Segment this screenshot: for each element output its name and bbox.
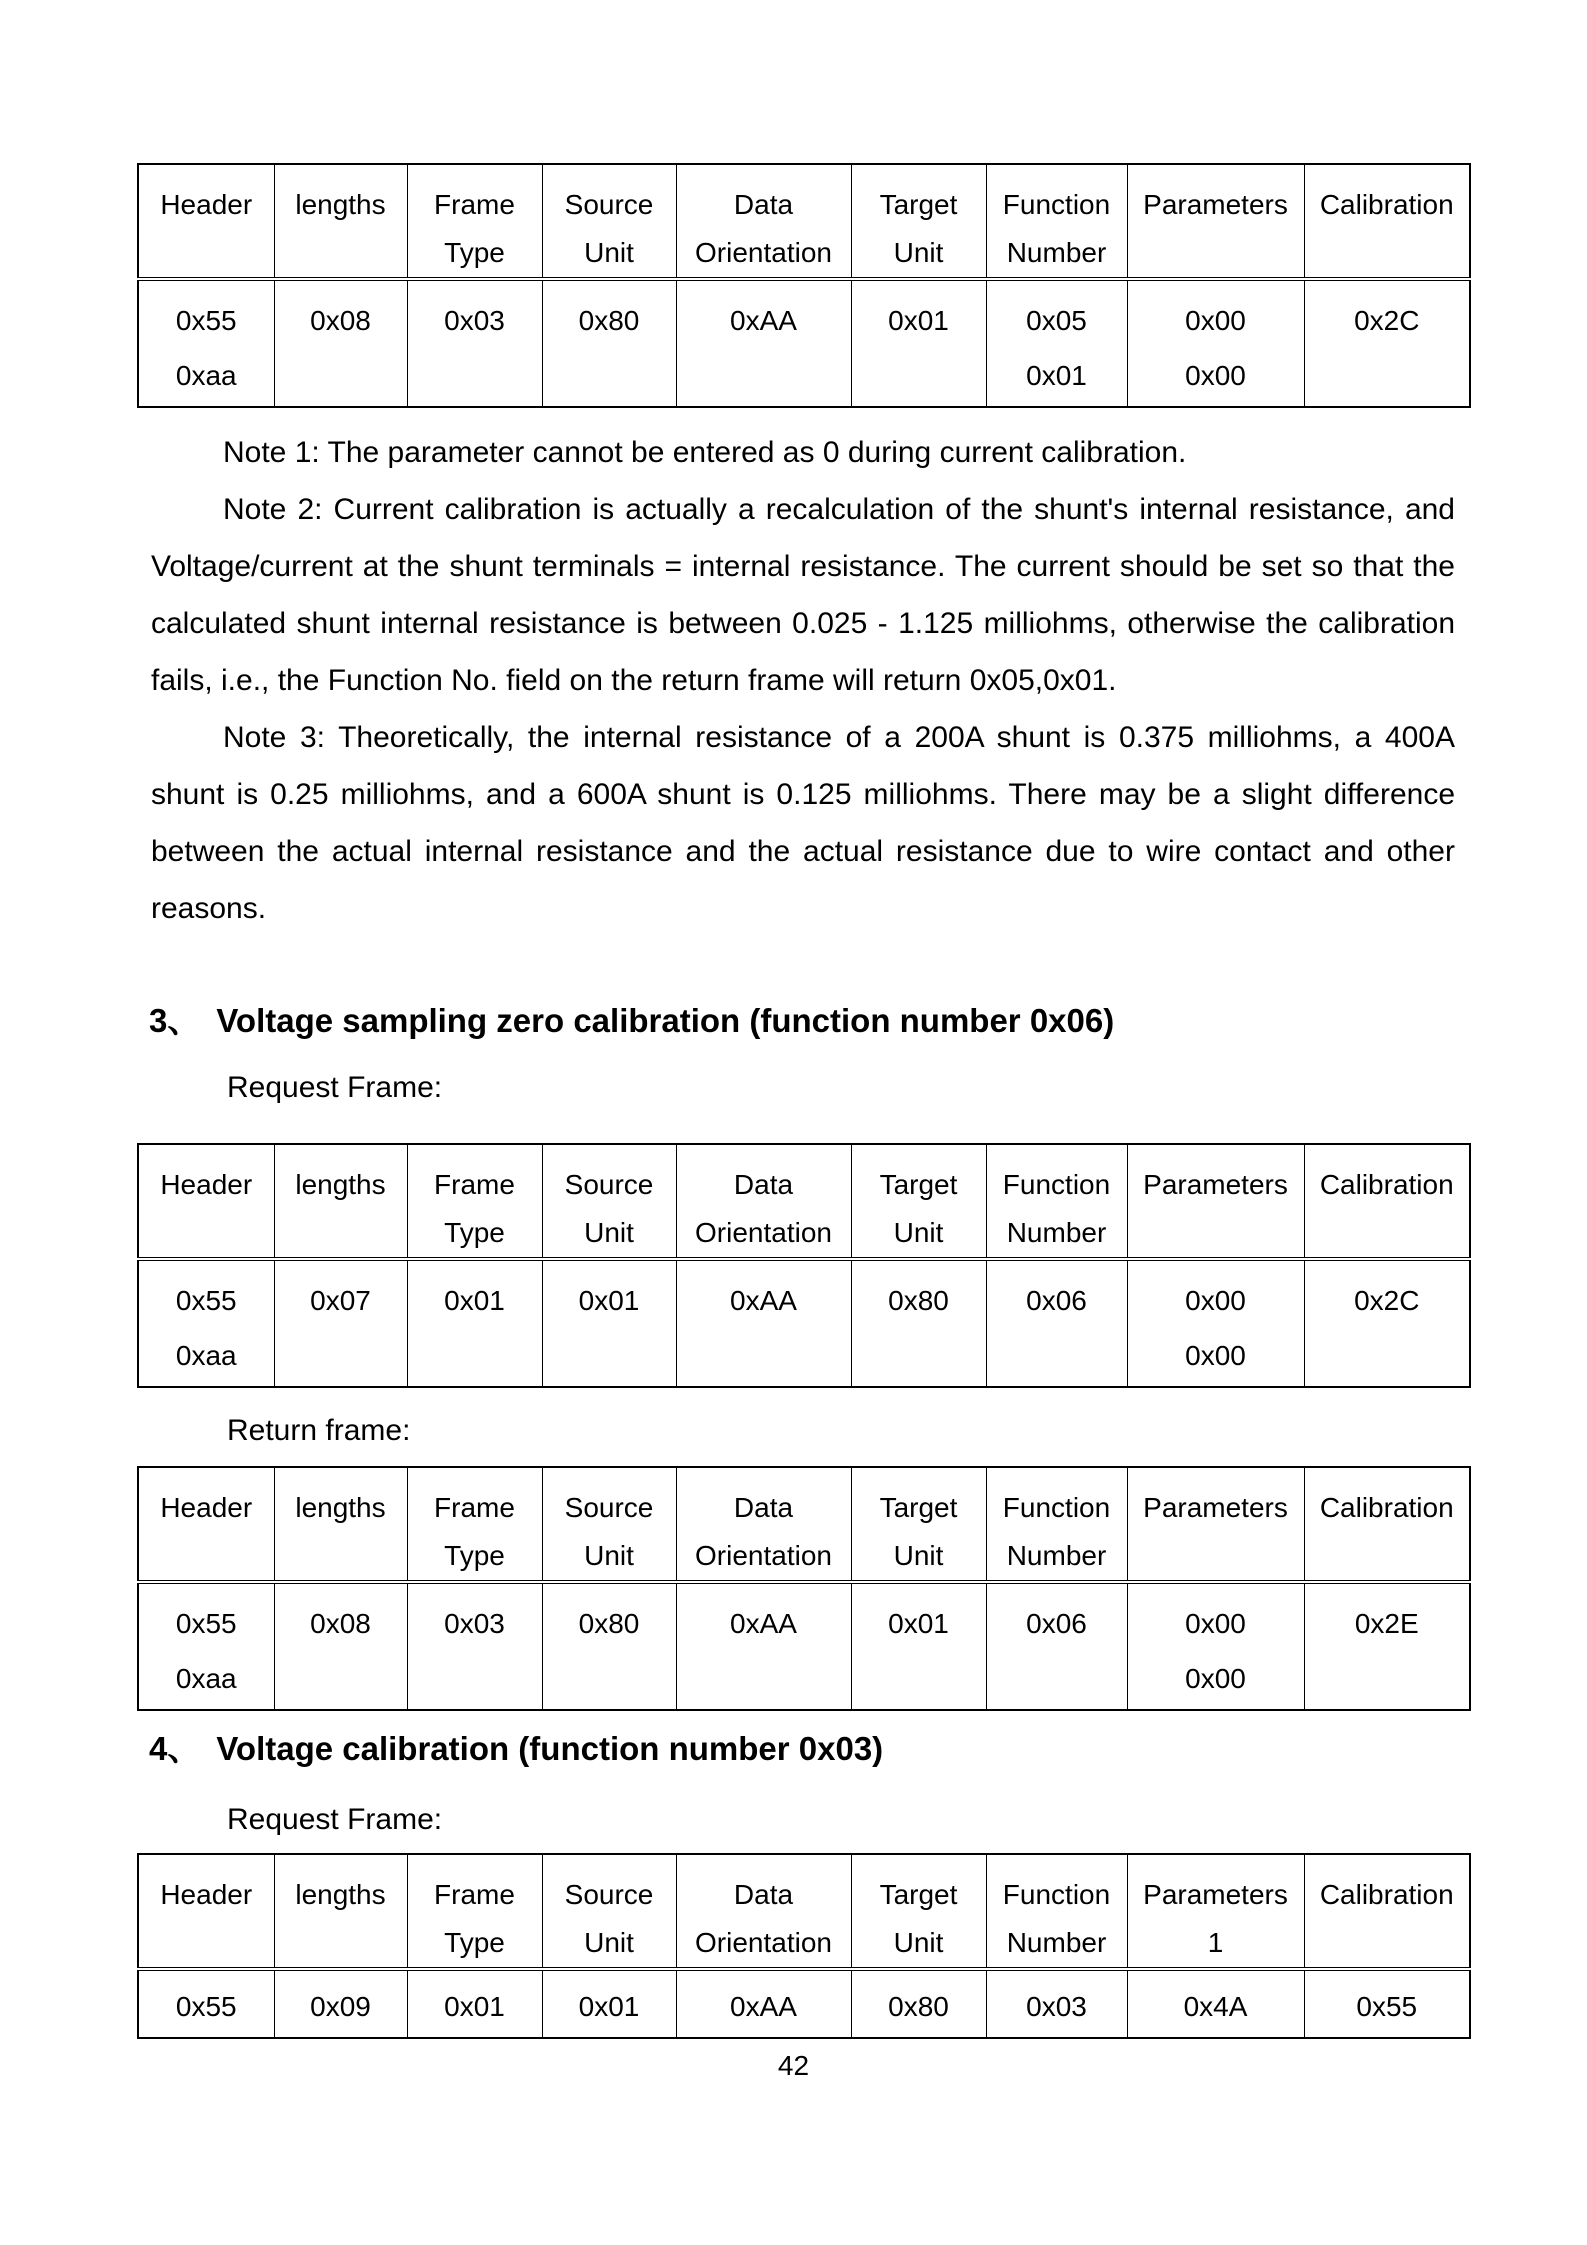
header-cell-header — [138, 1467, 274, 1582]
cell-line: Type — [444, 1540, 505, 1571]
header-cell-source-unit — [542, 1854, 676, 1969]
cell-line: 0x03 — [444, 1608, 505, 1639]
cell-line: 0x55 — [175, 1608, 237, 1639]
cell-header — [138, 1969, 274, 2038]
cell-line: 0x01 — [444, 1285, 505, 1316]
cell-line: Unit — [584, 1927, 634, 1958]
cell-line: 0x2E — [1354, 1608, 1419, 1639]
note-2-paragraph: Note 2: Current calibration is actually a recalculation of the shunt's internal resistance, and Voltage/current at the shunt terminals = internal resistance. The current should be set so that the calculated shunt internal resistance is between 0.025 - 1.125 milliohms, otherwise the calibration fails, i.e., the Function No. field on the return frame will return 0x05,0x01. — [151, 493, 1455, 697]
cell-line: Frame — [434, 1169, 515, 1200]
header-cell-function-number — [986, 1467, 1127, 1582]
current-calibration-return-frame-table — [137, 163, 1471, 408]
cell-line: 0x03 — [444, 305, 505, 336]
header-cell-lengths — [274, 164, 407, 279]
header-cell-parameters — [1127, 1467, 1304, 1582]
cell-calibration — [1304, 279, 1470, 407]
cell-line: 0x08 — [310, 305, 371, 336]
cell-line: Number — [1006, 1927, 1107, 1958]
cell-line: 0x4A — [1183, 1991, 1248, 2022]
header-cell-lengths — [274, 1144, 407, 1259]
cell-frame-type — [407, 1259, 542, 1387]
cell-line: Header — [160, 1169, 253, 1200]
table-header-row — [138, 1144, 1470, 1259]
cell-data-orientation — [676, 1969, 851, 2038]
header-cell-source-unit — [542, 1144, 676, 1259]
header-cell-calibration — [1304, 1854, 1470, 1969]
cell-line: Calibration — [1319, 1492, 1454, 1523]
cell-frame-type — [407, 1969, 542, 2038]
cell-line: Number — [1006, 1217, 1107, 1248]
cell-source-unit — [542, 1582, 676, 1710]
cell-line: Target — [879, 1169, 958, 1200]
cell-line: 0xaa — [175, 360, 237, 391]
header-cell-parameters — [1127, 164, 1304, 279]
header-cell-parameters-1 — [1127, 1854, 1304, 1969]
cell-line: 0xAA — [730, 1608, 797, 1639]
cell-line: 0x09 — [310, 1991, 371, 2022]
table-data-row — [138, 279, 1470, 407]
cell-line: 0xAA — [730, 1285, 797, 1316]
cell-line: 0x55 — [175, 305, 237, 336]
cell-lengths — [274, 1259, 407, 1387]
cell-frame-type — [407, 1582, 542, 1710]
cell-line: Source — [564, 1169, 654, 1200]
cell-source-unit — [542, 279, 676, 407]
header-cell-source-unit — [542, 164, 676, 279]
cell-line: Parameters — [1143, 1169, 1288, 1200]
voltage-calibration-request-frame-table — [137, 1853, 1471, 2039]
cell-line: Unit — [584, 1540, 634, 1571]
cell-line: Frame — [434, 189, 515, 220]
cell-line: Orientation — [695, 1927, 832, 1958]
cell-line: 0x01 — [1026, 360, 1087, 391]
cell-line: 0x55 — [175, 1285, 237, 1316]
header-cell-lengths — [274, 1467, 407, 1582]
header-cell-frame-type — [407, 1467, 542, 1582]
section-4-title: Voltage calibration (function number 0x03) — [216, 1730, 884, 1767]
table-header-row — [138, 1854, 1470, 1969]
header-cell-lengths — [274, 1854, 407, 1969]
request-frame-label: Request Frame: — [227, 1071, 443, 1104]
cell-data-orientation — [676, 1582, 851, 1710]
note-3-paragraph: Note 3: Theoretically, the internal resistance of a 200A shunt is 0.375 milliohms, a 400A shunt is 0.25 milliohms, and a 600A shunt is 0.125 milliohms. There may be a slight difference between the actual internal resistance and the actual resistance due to wire contact and other reasons. — [151, 721, 1455, 925]
table-data-row — [138, 1969, 1470, 2038]
header-cell-calibration — [1304, 1144, 1470, 1259]
cell-line: 0x07 — [310, 1285, 371, 1316]
cell-parameters — [1127, 1969, 1304, 2038]
cell-line: 0x01 — [578, 1285, 640, 1316]
cell-line: Target — [879, 189, 958, 220]
cell-line: Unit — [893, 237, 944, 268]
cell-line: Type — [444, 1927, 505, 1958]
header-cell-header — [138, 1854, 274, 1969]
cell-line: Function — [1002, 1879, 1111, 1910]
cell-target-unit — [851, 1969, 986, 2038]
page-number: 42 — [777, 2050, 810, 2081]
section-4-number: 4、 — [149, 1730, 201, 1767]
cell-line: 0x80 — [888, 1285, 949, 1316]
header-cell-frame-type — [407, 1854, 542, 1969]
cell-line: Data — [733, 1169, 794, 1200]
cell-line: 0x01 — [888, 1608, 949, 1639]
cell-function-number — [986, 1969, 1127, 2038]
cell-line: Target — [879, 1492, 958, 1523]
cell-calibration — [1304, 1259, 1470, 1387]
cell-line: Unit — [893, 1540, 944, 1571]
cell-line: Parameters — [1143, 1492, 1288, 1523]
cell-line: 0x2C — [1354, 305, 1420, 336]
cell-line: Parameters — [1143, 1879, 1288, 1910]
cell-source-unit — [542, 1969, 676, 2038]
cell-line: 0xaa — [175, 1340, 237, 1371]
cell-line: Number — [1006, 1540, 1107, 1571]
note-1-paragraph: Note 1: The parameter cannot be entered as 0 during current calibration. — [223, 436, 1187, 469]
header-cell-function-number — [986, 1144, 1127, 1259]
header-cell-data-orientation — [676, 164, 851, 279]
header-cell-source-unit — [542, 1467, 676, 1582]
cell-line: Type — [444, 237, 505, 268]
page-footer — [0, 2049, 1587, 2083]
header-cell-parameters — [1127, 1144, 1304, 1259]
cell-header — [138, 279, 274, 407]
cell-line: 0x03 — [1026, 1991, 1087, 2022]
cell-line: Number — [1006, 237, 1107, 268]
cell-line: Unit — [893, 1927, 944, 1958]
cell-line: 0x2C — [1354, 1285, 1420, 1316]
cell-line: Data — [733, 189, 794, 220]
table-header-row — [138, 164, 1470, 279]
section-4-heading — [137, 1727, 1469, 1771]
header-cell-function-number — [986, 1854, 1127, 1969]
cell-line: 0x00 — [1185, 360, 1246, 391]
table-data-row — [138, 1582, 1470, 1710]
cell-line: Frame — [434, 1492, 515, 1523]
table-header-row — [138, 1467, 1470, 1582]
header-cell-data-orientation — [676, 1144, 851, 1259]
cell-line: Source — [564, 189, 654, 220]
cell-line: Data — [733, 1879, 794, 1910]
voltage-zero-return-frame-table — [137, 1466, 1471, 1711]
cell-line: Unit — [584, 1217, 634, 1248]
cell-line: lengths — [295, 1879, 386, 1910]
cell-source-unit — [542, 1259, 676, 1387]
cell-line: Target — [879, 1879, 958, 1910]
section-3-number: 3、 — [149, 1002, 201, 1039]
page-content — [137, 0, 1469, 2039]
cell-line: Calibration — [1319, 1169, 1454, 1200]
cell-line: Source — [564, 1492, 654, 1523]
cell-line: 0x01 — [578, 1991, 640, 2022]
cell-line: 0x00 — [1185, 305, 1246, 336]
cell-line: 0x01 — [888, 305, 949, 336]
cell-line: 0x06 — [1026, 1285, 1087, 1316]
table-data-row — [138, 1259, 1470, 1387]
cell-line: Function — [1002, 1492, 1111, 1523]
cell-target-unit — [851, 1582, 986, 1710]
cell-target-unit — [851, 1259, 986, 1387]
header-cell-data-orientation — [676, 1854, 851, 1969]
cell-line: Header — [160, 189, 253, 220]
header-cell-data-orientation — [676, 1467, 851, 1582]
cell-calibration — [1304, 1582, 1470, 1710]
cell-line: Unit — [584, 237, 634, 268]
cell-frame-type — [407, 279, 542, 407]
section-3-title: Voltage sampling zero calibration (function number 0x06) — [216, 1002, 1115, 1039]
return-frame-label: Return frame: — [227, 1414, 411, 1447]
cell-line: 0x00 — [1185, 1340, 1246, 1371]
cell-line: Function — [1002, 189, 1111, 220]
cell-function-number — [986, 1259, 1127, 1387]
header-cell-header — [138, 1144, 274, 1259]
cell-line: Header — [160, 1492, 253, 1523]
cell-line: 0x80 — [578, 1608, 640, 1639]
cell-line: 0x00 — [1185, 1663, 1246, 1694]
cell-line: Parameters — [1143, 189, 1288, 220]
cell-header — [138, 1582, 274, 1710]
voltage-zero-request-frame-table — [137, 1143, 1471, 1388]
cell-parameters — [1127, 1582, 1304, 1710]
cell-line: Type — [444, 1217, 505, 1248]
cell-lengths — [274, 1969, 407, 2038]
header-cell-target-unit — [851, 1144, 986, 1259]
cell-line: lengths — [295, 1492, 386, 1523]
cell-line: Calibration — [1319, 189, 1454, 220]
cell-line: Data — [733, 1492, 794, 1523]
cell-target-unit — [851, 279, 986, 407]
header-cell-header — [138, 164, 274, 279]
cell-function-number — [986, 1582, 1127, 1710]
header-cell-calibration — [1304, 1467, 1470, 1582]
cell-lengths — [274, 279, 407, 407]
cell-line: 0x55 — [175, 1991, 237, 2022]
cell-line: 0x55 — [1356, 1991, 1418, 2022]
cell-line: Frame — [434, 1879, 515, 1910]
cell-line: 1 — [1207, 1927, 1224, 1958]
cell-line: Function — [1002, 1169, 1111, 1200]
header-cell-target-unit — [851, 1854, 986, 1969]
header-cell-target-unit — [851, 1467, 986, 1582]
cell-line: Source — [564, 1879, 654, 1910]
cell-calibration — [1304, 1969, 1470, 2038]
header-cell-calibration — [1304, 164, 1470, 279]
cell-lengths — [274, 1582, 407, 1710]
cell-header — [138, 1259, 274, 1387]
section-3-heading — [137, 999, 1469, 1043]
cell-line: 0x00 — [1185, 1608, 1246, 1639]
cell-line: lengths — [295, 189, 386, 220]
header-cell-frame-type — [407, 164, 542, 279]
cell-line: lengths — [295, 1169, 386, 1200]
cell-line: 0x06 — [1026, 1608, 1087, 1639]
cell-data-orientation — [676, 1259, 851, 1387]
request-frame-label: Request Frame: — [227, 1803, 443, 1836]
cell-line: 0x01 — [444, 1991, 505, 2022]
cell-line: Calibration — [1319, 1879, 1454, 1910]
cell-parameters — [1127, 279, 1304, 407]
cell-line: 0xaa — [175, 1663, 237, 1694]
cell-parameters — [1127, 1259, 1304, 1387]
cell-line: Orientation — [695, 1540, 832, 1571]
header-cell-target-unit — [851, 164, 986, 279]
cell-line: 0x08 — [310, 1608, 371, 1639]
cell-line: 0xAA — [730, 1991, 797, 2022]
cell-line: Header — [160, 1879, 253, 1910]
cell-line: Orientation — [695, 237, 832, 268]
cell-line: Unit — [893, 1217, 944, 1248]
cell-line: 0x80 — [888, 1991, 949, 2022]
cell-line: 0x00 — [1185, 1285, 1246, 1316]
cell-line: 0x05 — [1026, 305, 1087, 336]
cell-line: 0x80 — [578, 305, 640, 336]
cell-line: Orientation — [695, 1217, 832, 1248]
cell-function-number — [986, 279, 1127, 407]
cell-data-orientation — [676, 279, 851, 407]
cell-line: 0xAA — [730, 305, 797, 336]
header-cell-function-number — [986, 164, 1127, 279]
header-cell-frame-type — [407, 1144, 542, 1259]
